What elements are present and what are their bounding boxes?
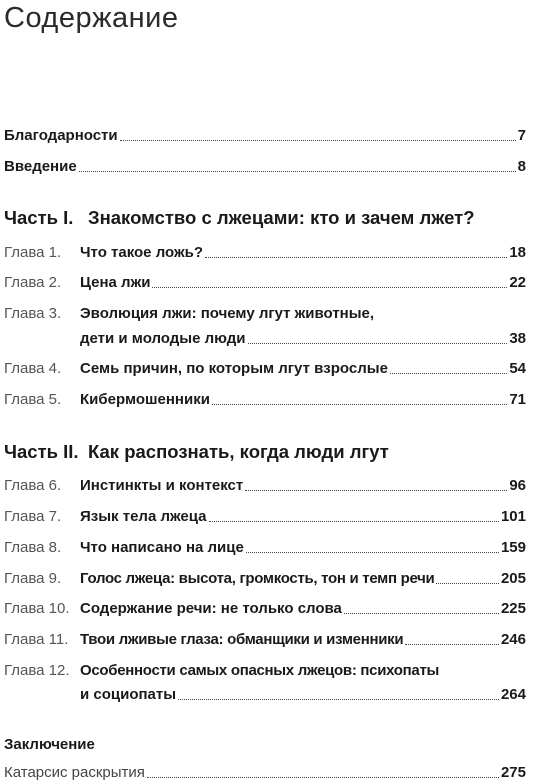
page-number: 38 [509,330,526,347]
leader-dots [344,613,499,614]
page-number: 101 [500,508,526,525]
chapter-title: Эволюция лжи: почему лгут животные, [80,305,375,322]
chapter-label: Глава 9. [4,570,62,587]
chapter-label: Глава 7. [4,508,62,525]
chapter-title: Семь причин, по которым лгут взрослые [80,360,388,377]
chapter-title: Инстинкты и контекст [80,477,244,494]
toc-entry-chapter-7[interactable] [4,507,526,527]
conclusion-heading: Заключение [4,736,95,753]
page-number: 246 [500,631,526,648]
chapter-title: Содержание речи: не только слова [80,600,342,617]
leader-dots [248,343,508,344]
leader-dots [209,521,499,522]
toc-entry-chapter-9[interactable] [4,569,526,589]
toc-entry-chapter-5[interactable] [4,390,526,410]
toc-entry-chapter-4[interactable] [4,359,526,379]
page-number: 18 [509,244,526,261]
leader-dots [205,257,507,258]
toc-entry-chapter-3-continued[interactable] [80,329,526,349]
chapter-title-continued: дети и молодые люди [80,330,246,347]
page-number: 264 [500,686,526,703]
leader-dots [246,552,499,553]
chapter-label: Глава 2. [4,274,62,291]
page-number: 71 [509,391,526,408]
toc-entry-catharsis[interactable] [4,763,526,783]
chapter-label: Глава 3. [4,305,62,322]
page-number: 205 [500,570,526,587]
chapter-title: Что такое ложь? [80,244,204,261]
part-title: Как распознать, когда люди лгут [88,441,389,462]
leader-dots [405,644,499,645]
leader-dots [178,699,499,700]
page-number: 22 [509,274,526,291]
leader-dots [120,140,516,141]
part-heading-2 [4,440,526,464]
toc-entry-chapter-6[interactable] [4,476,526,496]
chapter-title: Голос лжеца: высота, громкость, тон и темп речи [80,570,435,587]
chapter-label: Глава 12. [4,662,70,679]
toc-entry-chapter-11[interactable] [4,630,526,650]
toc-entry-chapter-1[interactable] [4,243,526,263]
chapter-title: Кибермошенники [80,391,210,408]
chapter-label: Глава 1. [4,244,62,261]
part-heading-1 [4,206,526,230]
chapter-label: Глава 11. [4,631,69,648]
leader-dots [390,373,507,374]
toc-entry-chapter-12-continued[interactable] [80,685,526,705]
chapter-title: Особенности самых опасных лжецов: психопаты [80,662,440,679]
leader-dots [79,171,516,172]
chapter-label: Глава 8. [4,539,62,556]
leader-dots [152,287,507,288]
toc-entry-chapter-3[interactable] [4,304,526,324]
chapter-label: Глава 4. [4,360,62,377]
part-label: Часть II. [4,441,79,462]
page-number: 7 [517,127,526,144]
leader-dots [212,404,507,405]
part-title: Знакомство с лжецами: кто и зачем лжет? [88,207,475,228]
page-number: 159 [500,539,526,556]
leader-dots [147,777,499,778]
toc-entry-acknowledgements[interactable] [4,126,526,146]
entry-title: Благодарности [4,127,118,144]
chapter-title: Язык тела лжеца [80,508,207,525]
chapter-title: Твои лживые глаза: обманщики и изменники [80,631,404,648]
chapter-title: Что написано на лице [80,539,244,556]
entry-title: Катарсис раскрытия [4,764,145,781]
toc-entry-chapter-10[interactable] [4,599,526,619]
page-number: 96 [509,477,526,494]
chapter-label: Глава 5. [4,391,62,408]
page-title: Содержание [4,2,179,34]
leader-dots [245,490,507,491]
chapter-label: Глава 6. [4,477,62,494]
toc-entry-chapter-2[interactable] [4,273,526,293]
toc-entry-chapter-12[interactable] [4,661,526,681]
part-label: Часть I. [4,207,74,228]
entry-title: Введение [4,158,77,175]
page-number: 225 [500,600,526,617]
chapter-label: Глава 10. [4,600,70,617]
page-number: 275 [500,764,526,781]
chapter-title-continued: и социопаты [80,686,177,703]
toc-entry-chapter-8[interactable] [4,538,526,558]
chapter-title: Цена лжи [80,274,151,291]
page-number: 8 [517,158,526,175]
page-number: 54 [509,360,526,377]
leader-dots [436,583,499,584]
toc-entry-introduction[interactable] [4,157,526,177]
